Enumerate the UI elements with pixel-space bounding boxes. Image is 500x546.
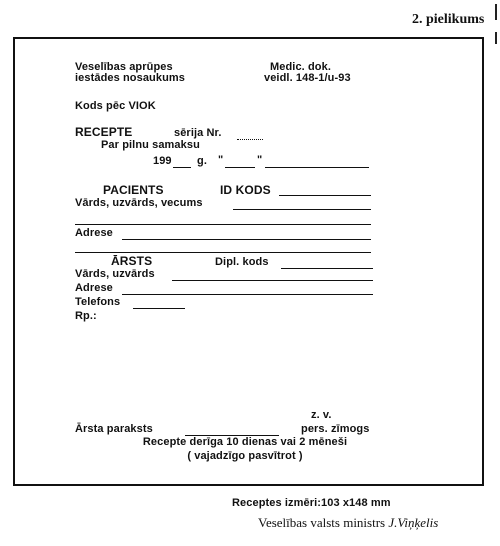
patient-section-title: PACIENTS	[103, 183, 164, 197]
institution-label-line2: iestādes nosaukums	[75, 72, 186, 84]
minister-name: J.Viņķelis	[388, 515, 439, 530]
diploma-code-label: Dipl. kods	[215, 256, 269, 268]
seal-label: z. v.	[311, 409, 332, 421]
doctor-phone-field[interactable]	[133, 308, 185, 309]
patient-address-extra-line[interactable]	[75, 252, 371, 253]
rp-label: Rp.:	[75, 310, 97, 322]
patient-id-field[interactable]	[279, 195, 371, 196]
validity-note: Recepte derīga 10 dienas vai 2 mēneši	[142, 436, 348, 448]
institution-label-line1: Veselības aprūpes	[75, 61, 173, 73]
prescription-form	[13, 37, 484, 486]
page-edge-mark	[495, 32, 497, 44]
doctor-address-label: Adrese	[75, 282, 113, 294]
minister-signature	[258, 515, 438, 531]
patient-address-label: Adrese	[75, 227, 113, 239]
series-number-label: sērija Nr.	[174, 127, 222, 139]
full-payment-label: Par pilnu samaksu	[101, 139, 200, 151]
patient-address-field[interactable]	[122, 239, 371, 240]
annex-label: 2. pielikums	[412, 12, 485, 27]
page-edge-mark	[495, 4, 497, 20]
doctor-name-label: Vārds, uzvārds	[75, 268, 155, 280]
medical-doc-label-line2: veidl. 148-1/u-93	[264, 72, 351, 84]
doctor-phone-label: Telefons	[75, 296, 121, 308]
day-field[interactable]	[225, 167, 255, 168]
doctor-signature-label: Ārsta paraksts	[75, 423, 153, 435]
doctor-section-title: ĀRSTS	[111, 254, 153, 268]
patient-name-field[interactable]	[233, 209, 371, 210]
medical-doc-label-line1: Medic. dok.	[270, 61, 331, 73]
series-number-field[interactable]	[237, 139, 263, 140]
prescription-size-note: Receptes izmēri:103 x148 mm	[232, 497, 391, 509]
underline-instruction: ( vajadzīgo pasvītrot )	[187, 450, 303, 462]
day-quote-close: "	[257, 154, 263, 166]
personal-stamp-label: pers. zīmogs	[301, 423, 370, 435]
doctor-name-field[interactable]	[172, 280, 373, 281]
viok-code-label: Kods pēc VIOK	[75, 100, 156, 112]
patient-name-label: Vārds, uzvārds, vecums	[75, 197, 203, 209]
prescription-title: RECEPTE	[75, 125, 133, 139]
patient-extra-line[interactable]	[75, 224, 371, 225]
doctor-address-field[interactable]	[122, 294, 373, 295]
year-field[interactable]	[173, 167, 191, 168]
minister-title: Veselības valsts ministrs	[258, 515, 386, 530]
month-field[interactable]	[265, 167, 369, 168]
patient-id-label: ID KODS	[220, 183, 271, 197]
year-prefix: 199	[153, 155, 172, 167]
day-quote-open: "	[218, 154, 224, 166]
year-suffix: g.	[197, 155, 207, 167]
diploma-code-field[interactable]	[281, 268, 373, 269]
